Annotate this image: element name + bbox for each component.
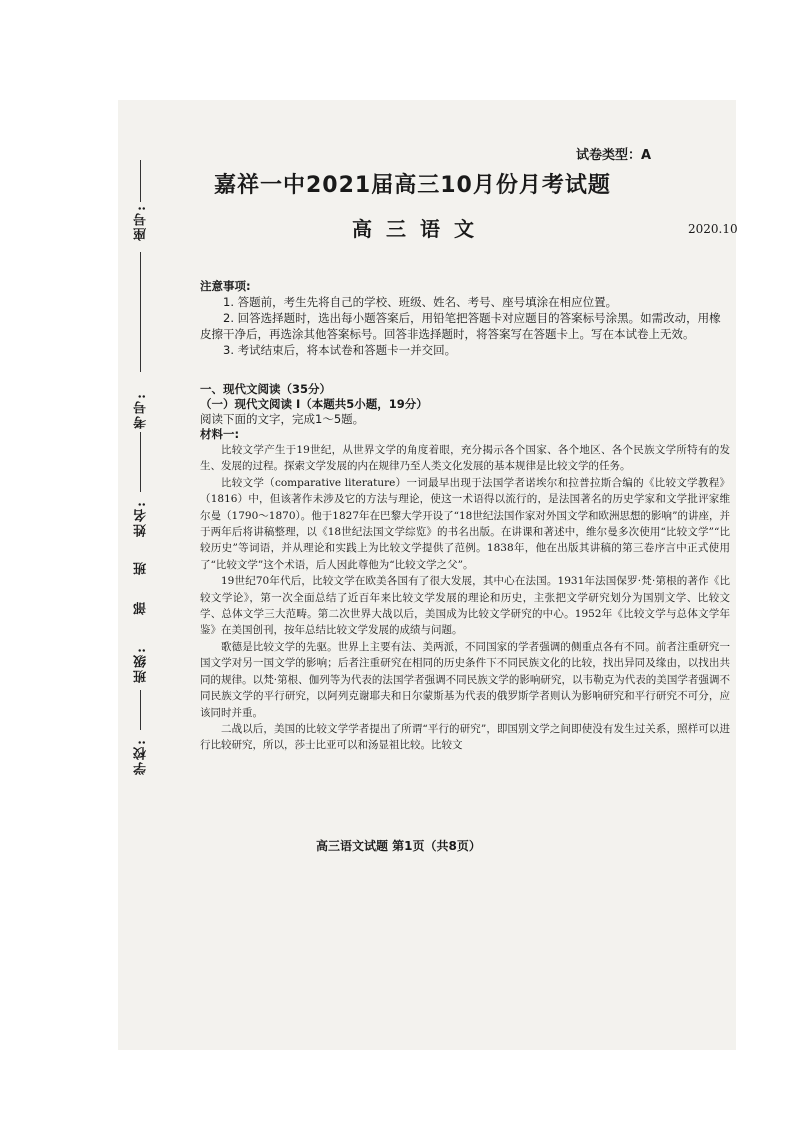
name-label: 姓名: xyxy=(134,500,149,537)
school-label: 学校: xyxy=(134,738,149,775)
seat-exam-divider-line xyxy=(140,252,141,372)
exam-no-line xyxy=(140,432,141,492)
instruction-item: 3. 考试结束后，将本试卷和答题卡一并交回。 xyxy=(223,343,457,357)
department-label: 部 xyxy=(134,600,149,615)
passage-paragraph: 比较文学（comparative literature）一词最早出现于法国学者诺埃尔和拉普拉斯合编的《比较文学教程》（1816）中，但该著作未涉及它的方法与理论，使这一术语得以流行的，是法国著名的历史学家和文学批评家维尔曼（1790～1870）。他于1827年在巴黎大学开设了“18世纪法国作家对外国文学和欧洲思想的影响”的讲座，并于两年后将讲稿整理，以《18世纪法国文学综览》的书名出版。在讲课和著述中，维尔曼多次使用“比较文学”“比较历史”等词语，并从理论和实践上为比较文学提供了范例。1838年，他在出版其讲稿的第三卷序言中正式使用了“比较文学”这个术语，后人因此尊他为“比较文学之父”。 xyxy=(200,476,730,571)
instructions-heading: 注意事项: xyxy=(200,279,251,293)
class-label: 班级: xyxy=(134,646,149,683)
reading-section-header xyxy=(200,382,730,442)
paper-type: 试卷类型：A xyxy=(576,148,652,163)
binding-margin xyxy=(118,160,178,780)
instruction-item: 2. 回答选择题时，选出每小题答案后，用铅笔把答题卡对应题目的答案标号涂黑。如需改动，用橡皮擦干净后，再选涂其他答案标号。回答非选择题时，将答案写在答题卡上。写在本试卷上无效。 xyxy=(200,311,721,341)
passage-paragraph: 19世纪70年代后，比较文学在欧美各国有了很大发展，其中心在法国。1931年法国保罗·梵·第根的著作《比较文学论》，第一次全面总结了近百年来比较文学发展的理论和历史，主张把文学研究划分为国别文学、比较文学、总体文学三大范畴。第二次世界大战以后，美国成为比较文学研究的中心。1952年《比较文学与总体文学年鉴》在美国创刊，按年总结比较文学发展的成绩与问题。 xyxy=(200,575,730,637)
passage-paragraph: 歌德是比较文学的先驱。世界上主要有法、美两派，不同国家的学者强调的侧重点各有不同。前者注重研究一国文学对另一国文学的影响；后者注重研究在相同的历史条件下不同民族文化的比较，找出异同及缘由，以找出共同的规律。以梵·第根、伽列等为代表的法国学者强调不同民族文学的影响研究，以韦勒克为代表的美国学者强调不同民族文学的平行研究，以阿列克谢耶夫和日尔蒙斯基为代表的俄罗斯学者则认为影响研究和平行研究不可分，应该同时并重。 xyxy=(200,640,730,719)
instruction-item: 1. 答题前，考生先将自己的学校、班级、姓名、考号、座号填涂在相应位置。 xyxy=(223,295,618,309)
section-title: 一、现代文阅读（35分） xyxy=(200,382,332,396)
reading-passage xyxy=(200,442,730,754)
instructions-block xyxy=(200,278,730,358)
exam-title: 嘉祥一中2021届高三10月份月考试题 xyxy=(214,173,611,198)
passage-paragraph: 二战以后，美国的比较文学学者提出了所谓“平行的研究”，即国别文学之间即使没有发生过关系，照样可以进行比较研究，所以，莎士比亚可以和汤显祖比较。比较文 xyxy=(200,722,730,752)
seat-label: 座号: xyxy=(134,204,149,241)
class-ban-label: 班 xyxy=(134,560,149,575)
section-instruction: 阅读下面的文字，完成1～5题。 xyxy=(200,412,365,426)
class-line xyxy=(140,690,141,730)
exam-no-label: 考号: xyxy=(134,392,149,429)
material-label: 材料一: xyxy=(200,427,240,441)
passage-paragraph: 比较文学产生于19世纪，从世界文学的角度着眼，充分揭示各个国家、各个地区、各个民族文学所特有的发生、发展的过程。探索文学发展的内在规律乃至人类文化发展的基本规律是比较文学的任务。 xyxy=(200,444,730,473)
exam-date: 2020.10 xyxy=(688,222,738,236)
subject-title: 高三语文 xyxy=(352,217,488,241)
seat-line xyxy=(140,160,141,202)
page-footer: 高三语文试题 第1页（共8页） xyxy=(316,839,481,853)
subsection-title: （一）现代文阅读 Ⅰ（本题共5小题，19分） xyxy=(200,397,428,411)
